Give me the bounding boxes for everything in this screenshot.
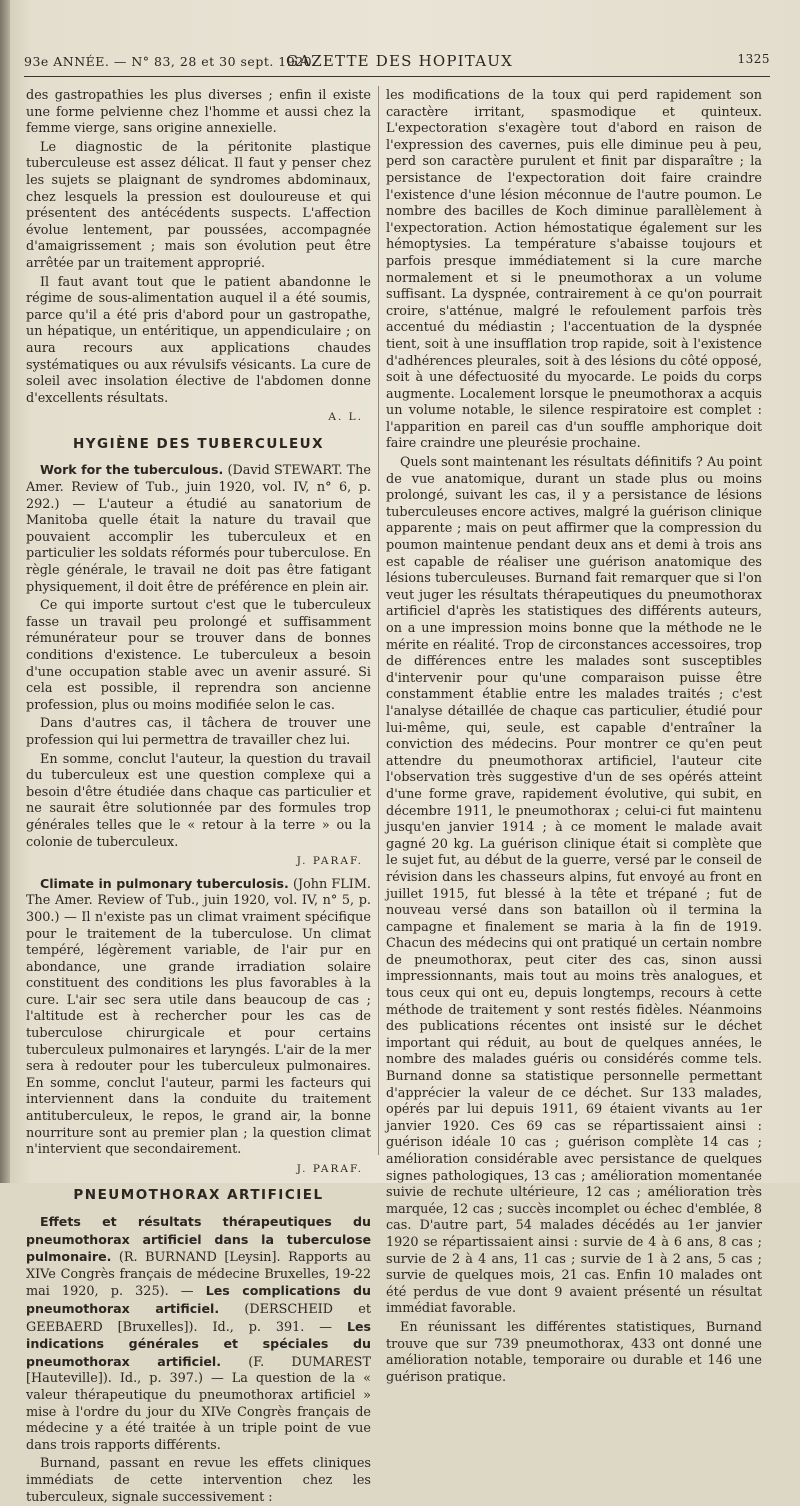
page-number: 1325 [737,52,770,66]
article-paragraph: les modifications de la toux qui perd rapidement son caractère irritant, spasmodique et quinteux. L'expectoration s'exagère tout d'abord en raison de l'expression des cavernes, puis elle diminue peu à peu, perd son caractère purulent et finit par disparaître ; la persistance de l'expectoration doit faire craindre l'existence d'une lésion méconnue de l'autre poumon. Le nombre des bacilles de Koch diminue parallèlement à l'expectoration. Action hémostatique également sur les hémoptysies. La température s'abaisse toujours et parfois presque immédiatement si la cure marche normalement et si le pneumothorax a un volume suffisant. La dyspnée, contrairement à ce qu'on pourrait croire, s'atténue, malgré le refoulement parfois très accentué du médiastin ; l'accentuation de la dyspnée tient, soit à une insufflation trop rapide, soit à l'existence d'adhérences pleurales, soit à des lésions du côté opposé, soit à une défectuosité du myocarde. Le poids du corps augmente. Localement lorsque le pneumothorax a acquis un volume notable, le silence respiratoire est complet : l'apparition en pareil cas d'un souffle amphorique doit faire craindre une pleurésie prochaine. [386,88,762,452]
article-climate [26,876,371,1178]
article-title: Les complications du pneumothorax artificiel. [26,1283,371,1316]
left-column [26,88,371,1505]
article-paragraph: Dans d'autres cas, il tâchera de trouver une profession qui lui permettra de travailler chez lui. [26,716,371,748]
article-reference: (DERSCHEID et GEEBAERD [Bruxelles]). Id., p. 391. — [26,1301,371,1335]
article-signature: J. PARAF. [296,855,363,868]
column-divider [378,86,379,1155]
article-paragraph: — La question de la « valeur thérapeutique du pneumothorax artificiel » mise à l'ordre du jour du XIVe Congrès français de médecine y a été traitée à un triple point de vue dans trois rapports différents. [26,1371,371,1453]
article-paragraph: Quels sont maintenant les résultats définitifs ? Au point de vue anatomique, durant un stade plus ou moins prolongé, suivant les cas, il y a persistance de lésions tuberculeuses encore actives, malgré la guérison clinique apparente ; mais on peut affirmer que la compression du poumon maintenue pendant deux ans et demi à trois ans est capable de réaliser une guérison anatomique des lésions tuberculeuses. Burnand fait remarquer que si l'on veut juger les résultats thérapeutiques du pneumothorax artificiel d'après les statistiques des différents auteurs, on a une impression moins bonne que la méthode ne le mérite en réalité. Trop de circonstances accessoires, trop de différences entre les malades sont susceptibles d'intervenir pour qu'une comparaison puisse être constamment établie entre les malades traités ; c'est l'analyse détaillée de chaque cas particulier, étudié pour lui-même, qui, seule, est capable d'entraîner la conviction des médecins. Pour montrer ce qu'en peut attendre du pneumothorax artificiel, l'auteur cite l'observation très suggestive d'un de ses opérés atteint d'une forme grave, rapidement évolutive, qui subit, en décembre 1911, le pneumothorax ; celui-ci fut maintenu jusqu'en janvier 1914 ; à ce moment le malade avait gagné 20 kg. La guérison clinique était si complète que le sujet fut, au début de la guerre, versé par le conseil de révision dans les chasseurs alpins, fut envoyé au front en juillet 1915, fut blessé à la tête et trépané ; fut de nouveau versé dans son bataillon où il termina la campagne et finalement se maria à la fin de 1919. Chacun des médecins qui ont pratiqué un certain nombre de pneumothorax, peut citer des cas, sinon aussi impressionnants, mais tout au moins très analogues, et tous ceux qui ont eu, depuis longtemps, recours à cette méthode de traitement y sont restés fidèles. Néanmoins des publications récentes ont insisté sur le déchet important qui réduit, au bout de quelques années, le nombre des malades guéris ou considérés comme tels. Burnand donne sa statistique personnelle permettant d'apprécier la valeur de ce déchet. Sur 133 malades, opérés par lui depuis 1911, 69 étaient vivants au 1er janvier 1920. Ces 69 cas se répartissaient ainsi : guérison idéale 10 cas ; guérison complète 14 cas ; amélioration considérable avec persistance de quelques signes pathologiques, 13 cas ; amélioration momentanée suivie de rechute ultérieure, 12 cas ; amélioration très marquée, 12 cas ; succès incomplet ou échec d'emblée, 8 cas. D'autre part, 54 malades décédés au 1er janvier 1920 se répartissaient ainsi : survie de 4 à 6 ans, 8 cas ; survie de 2 à 4 ans, 11 cas ; survie de 1 à 2 ans, 5 cas ; survie de quelques mois, 21 cas. Enfin 10 malades ont été perdus de vue dont 9 avaient présenté un résultat immédiat favorable. [386,455,762,1317]
book-spine-shadow [0,0,10,1183]
article-paragraph: En réunissant les différentes statistiques, Burnand trouve que sur 739 pneumothorax, 433 ont donné une amélioration notable, temporaire ou durable et 146 une guérison pratique. [386,1319,762,1385]
article-title: Climate in pulmonary tuberculosis. [40,875,289,891]
article-work-tuberculous [26,462,371,869]
article-pneumothorax [26,1214,371,1506]
article-reference: (John FLIM. The Amer. Review of Tub., juin 1920, vol. IV, n° 5, p. 300.) — [26,876,371,925]
article-paragraph: Burnand, passant en revue les effets cliniques immédiats de cette intervention chez les tuberculeux, signale successivement : [26,1456,371,1505]
article-reference: (F. DUMAREST [Hauteville]). Id., p. 397.) [26,1354,371,1387]
running-header [24,48,770,74]
right-column [386,88,762,1385]
intro-signature: A. L. [328,411,363,424]
article-signature: J. PARAF. [296,1162,363,1175]
article-paragraph: Il n'existe pas un climat vraiment spécifique pour le traitement de la tuberculose. Un climat tempéré, légèrement variable, de l'air pur en abondance, une grande irradiation solaire constituent des conditions les plus favorables à la cure. L'air sec sera utile dans beaucoup de cas ; l'altitude est à rechercher pour les cas de tuberculose chirurgicale et pour certains tuberculeux pulmonaires et laryngés. L'air de la mer sera à redouter pour les tuberculeux pulmonaires. En somme, conclut l'auteur, parmi les facteurs qui interviennent dans la conduite du traitement antituberculeux, le repos, le grand air, la bonne nourriture sont au premier plan ; la question climat n'intervient que secondairement. [26,909,371,1158]
article-title: Effets et résultats thérapeutiques du pneumothorax artificiel dans la tuberculose pulmonaire. [26,1214,371,1265]
article-reference: (David STEWART. The Amer. Review of Tub., juin 1920, vol. IV, n° 6, p. 292.) — [26,463,371,512]
article-paragraph: En somme, conclut l'auteur, la question du travail du tuberculeux est une question complexe qui a besoin d'être étudiée dans chaque cas particulier et ne saurait être solutionnée par des formules trop générales telles que le « retour à la terre » ou la colonie de tuberculeux. [26,751,371,850]
article-paragraph: Ce qui importe surtout c'est que le tuberculeux fasse un travail peu prolongé et suffisamment rémunérateur pour se trouver dans de bonnes conditions d'existence. Le tuberculeux a besoin d'une occupation stable avec un avenir assuré. Si cela est possible, il reprendra son ancienne profession, plus ou moins modifiée selon le cas. [26,598,371,713]
header-rule [24,76,770,77]
intro-paragraph: des gastropathies les plus diverses ; enfin il existe une forme pelvienne chez l'homme et aussi chez la femme vierge, sans origine annexielle. [26,88,371,137]
article-reference: (R. BURNAND [Leysin]. Rapports au XIVe Congrès français de médecine Bruxelles, 19-22 mai 1920, p. 325). — [26,1250,371,1300]
journal-title: GAZETTE DES HOPITAUX [286,52,513,70]
intro-paragraph: Le diagnostic de la péritonite plastique tuberculeuse est assez délicat. Il faut y penser chez les sujets se plaignant de syndromes abdominaux, chez lesquels la pression est douloureuse et qui présentent des antécédents suspects. L'affection évolue lentement, par poussées, accompagnée d'amaigrissement ; mais son évolution peut être arrêtée par un traitement approprié. [26,139,371,271]
article-paragraph: L'auteur a étudié au sanatorium de Manitoba quelle était la nature du travail que pouvaient accomplir les tuberculeux et en particulier les soldats réformés pour tuberculose. En règle générale, le travail ne doit pas être fatigant physiquement, il doit être de préférence en plein air. [26,496,371,595]
article-title: Work for the tuberculous. [40,462,224,478]
intro-paragraph: Il faut avant tout que le patient abandonne le régime de sous-alimentation auquel il a été soumis, parce qu'il a été pris d'abord pour un gastropathe, un hépatique, un entéritique, un appendiculaire ; on aura recours aux applications chaudes systématiques ou aux révulsifs vésicants. La cure de soleil avec insolation élective de l'abdomen donne d'excellents résultats. [26,274,371,406]
article-title: Les indications générales et spéciales du pneumothorax artificiel. [26,1318,371,1369]
issue-info: 93e ANNÉE. — N° 83, 28 et 30 sept. 1920. [24,54,317,69]
section-heading-pneumothorax: PNEUMOTHORAX ARTIFICIEL [73,1187,324,1204]
section-heading-hygiene: HYGIÈNE DES TUBERCULEUX [72,435,325,452]
